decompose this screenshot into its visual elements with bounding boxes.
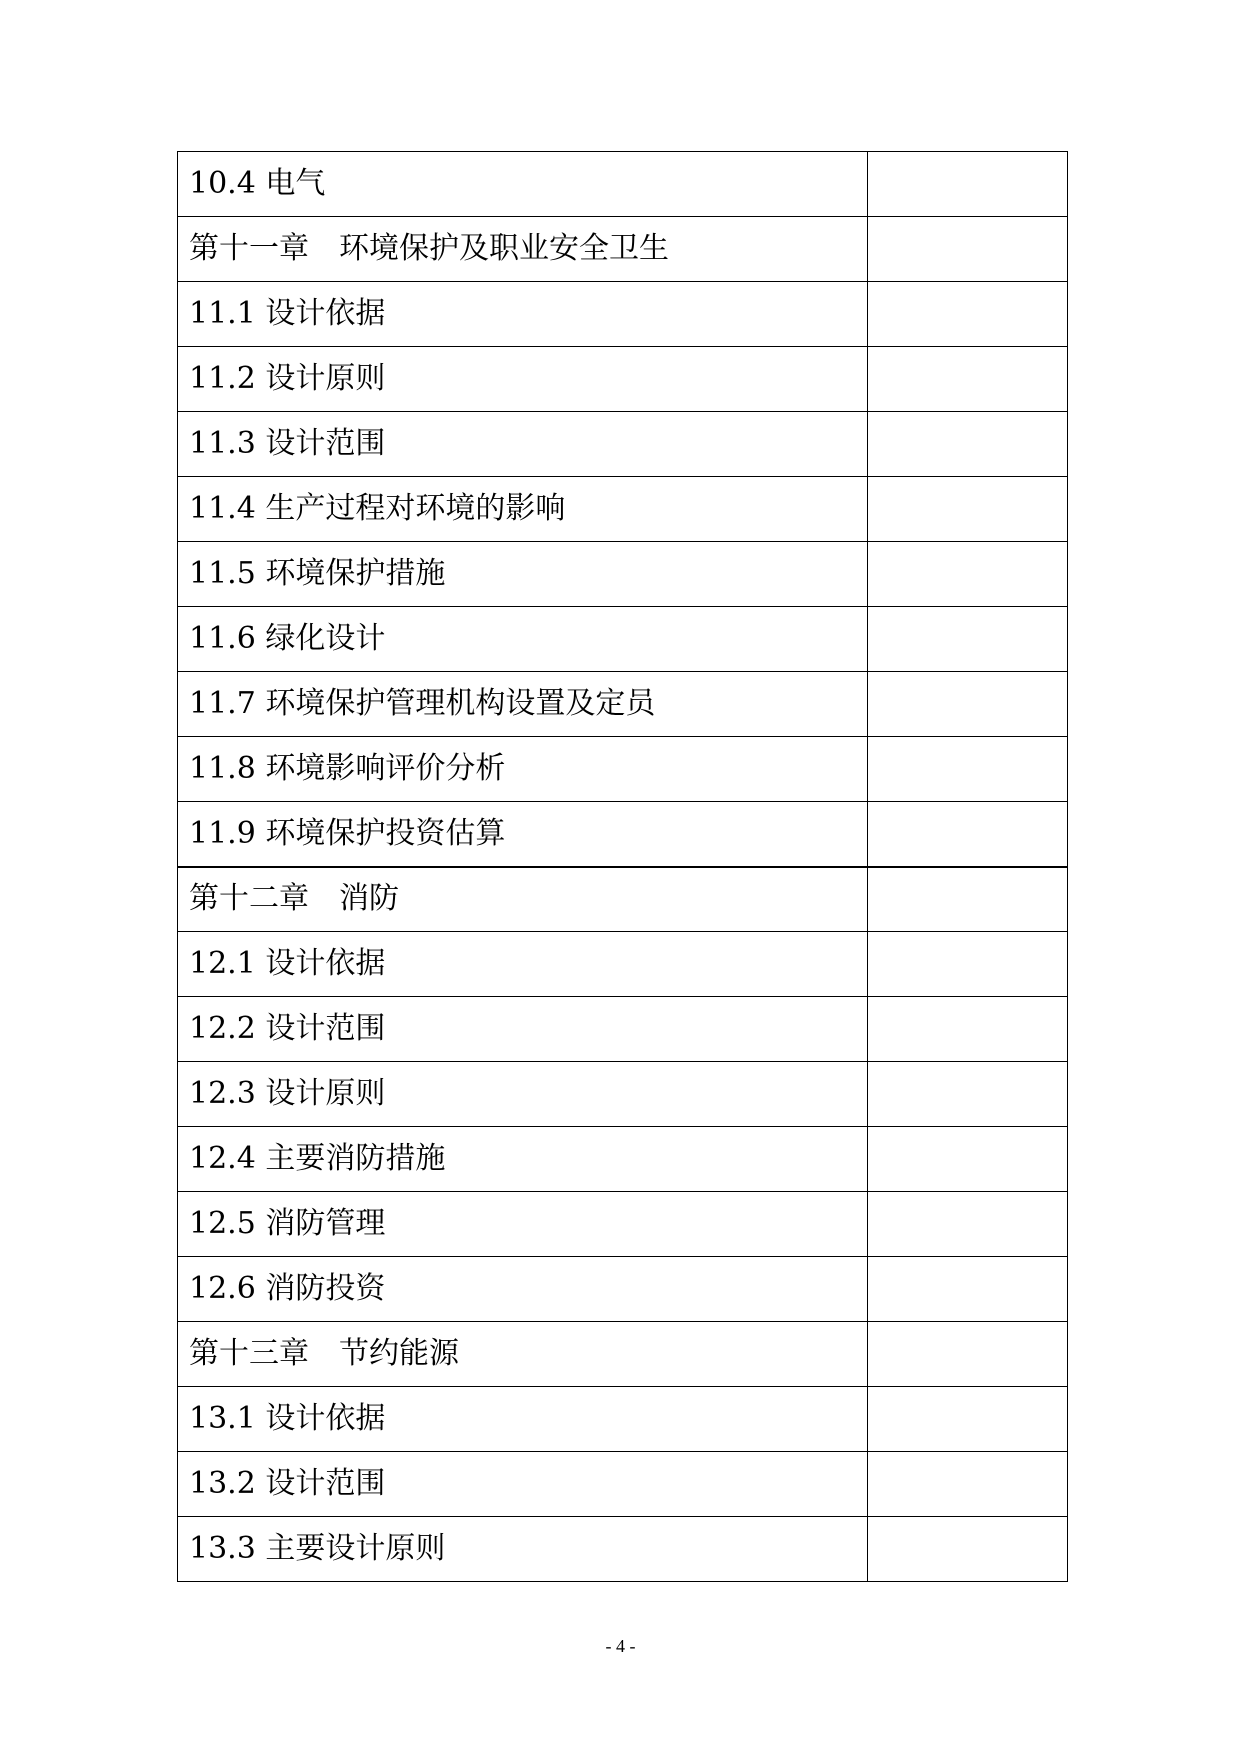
toc-entry-title: 12.2 设计范围	[178, 997, 868, 1062]
toc-entry-title: 10.4 电气	[178, 152, 868, 217]
toc-entry-title: 12.3 设计原则	[178, 1062, 868, 1127]
toc-entry-page	[868, 412, 1068, 477]
toc-entry-page	[868, 997, 1068, 1062]
toc-entry-title: 13.3 主要设计原则	[178, 1517, 868, 1582]
toc-chapter-title: 第十三章 节约能源	[178, 1322, 868, 1387]
toc-row	[178, 802, 1068, 867]
toc-entry-page	[868, 542, 1068, 607]
toc-row	[178, 867, 1068, 932]
toc-entry-page	[868, 1127, 1068, 1192]
toc-row	[178, 997, 1068, 1062]
toc-entry-title: 11.8 环境影响评价分析	[178, 737, 868, 802]
toc-entry-title: 11.1 设计依据	[178, 282, 868, 347]
toc-chapter-title: 第十二章 消防	[178, 867, 868, 932]
toc-entry-title: 11.2 设计原则	[178, 347, 868, 412]
table-of-contents	[177, 151, 1068, 1582]
toc-entry-page	[868, 867, 1068, 932]
toc-entry-page	[868, 152, 1068, 217]
toc-row	[178, 152, 1068, 217]
toc-entry-title: 12.5 消防管理	[178, 1192, 868, 1257]
toc-row	[178, 737, 1068, 802]
toc-entry-page	[868, 282, 1068, 347]
toc-row	[178, 1322, 1068, 1387]
toc-entry-page	[868, 1192, 1068, 1257]
toc-row	[178, 477, 1068, 542]
toc-entry-page	[868, 1387, 1068, 1452]
toc-row	[178, 217, 1068, 282]
toc-row	[178, 347, 1068, 412]
toc-row	[178, 672, 1068, 737]
toc-entry-title: 13.2 设计范围	[178, 1452, 868, 1517]
toc-entry-title: 12.6 消防投资	[178, 1257, 868, 1322]
toc-entry-title: 12.1 设计依据	[178, 932, 868, 997]
toc-entry-title: 11.7 环境保护管理机构设置及定员	[178, 672, 868, 737]
toc-entry-page	[868, 1322, 1068, 1387]
toc-row	[178, 1127, 1068, 1192]
toc-entry-page	[868, 802, 1068, 867]
toc-chapter-title: 第十一章 环境保护及职业安全卫生	[178, 217, 868, 282]
toc-entry-page	[868, 1062, 1068, 1127]
toc-entry-page	[868, 347, 1068, 412]
toc-entry-page	[868, 1452, 1068, 1517]
toc-entry-title: 11.3 设计范围	[178, 412, 868, 477]
toc-row	[178, 542, 1068, 607]
toc-entry-title: 12.4 主要消防措施	[178, 1127, 868, 1192]
toc-row	[178, 412, 1068, 477]
toc-entry-page	[868, 737, 1068, 802]
toc-entry-title: 13.1 设计依据	[178, 1387, 868, 1452]
toc-entry-page	[868, 477, 1068, 542]
toc-entry-page	[868, 607, 1068, 672]
toc-row	[178, 1257, 1068, 1322]
toc-entry-page	[868, 1257, 1068, 1322]
toc-entry-page	[868, 672, 1068, 737]
page-number: - 4 -	[605, 1636, 636, 1656]
toc-entry-title: 11.6 绿化设计	[178, 607, 868, 672]
toc-row	[178, 1517, 1068, 1582]
toc-row	[178, 1387, 1068, 1452]
toc-entry-page	[868, 1517, 1068, 1582]
toc-row	[178, 1192, 1068, 1257]
toc-row	[178, 607, 1068, 672]
toc-row	[178, 1452, 1068, 1517]
toc-entry-title: 11.9 环境保护投资估算	[178, 802, 868, 867]
toc-entry-title: 11.5 环境保护措施	[178, 542, 868, 607]
toc-entry-page	[868, 217, 1068, 282]
toc-entry-title: 11.4 生产过程对环境的影响	[178, 477, 868, 542]
toc-row	[178, 1062, 1068, 1127]
toc-entry-page	[868, 932, 1068, 997]
toc-row	[178, 282, 1068, 347]
toc-row	[178, 932, 1068, 997]
